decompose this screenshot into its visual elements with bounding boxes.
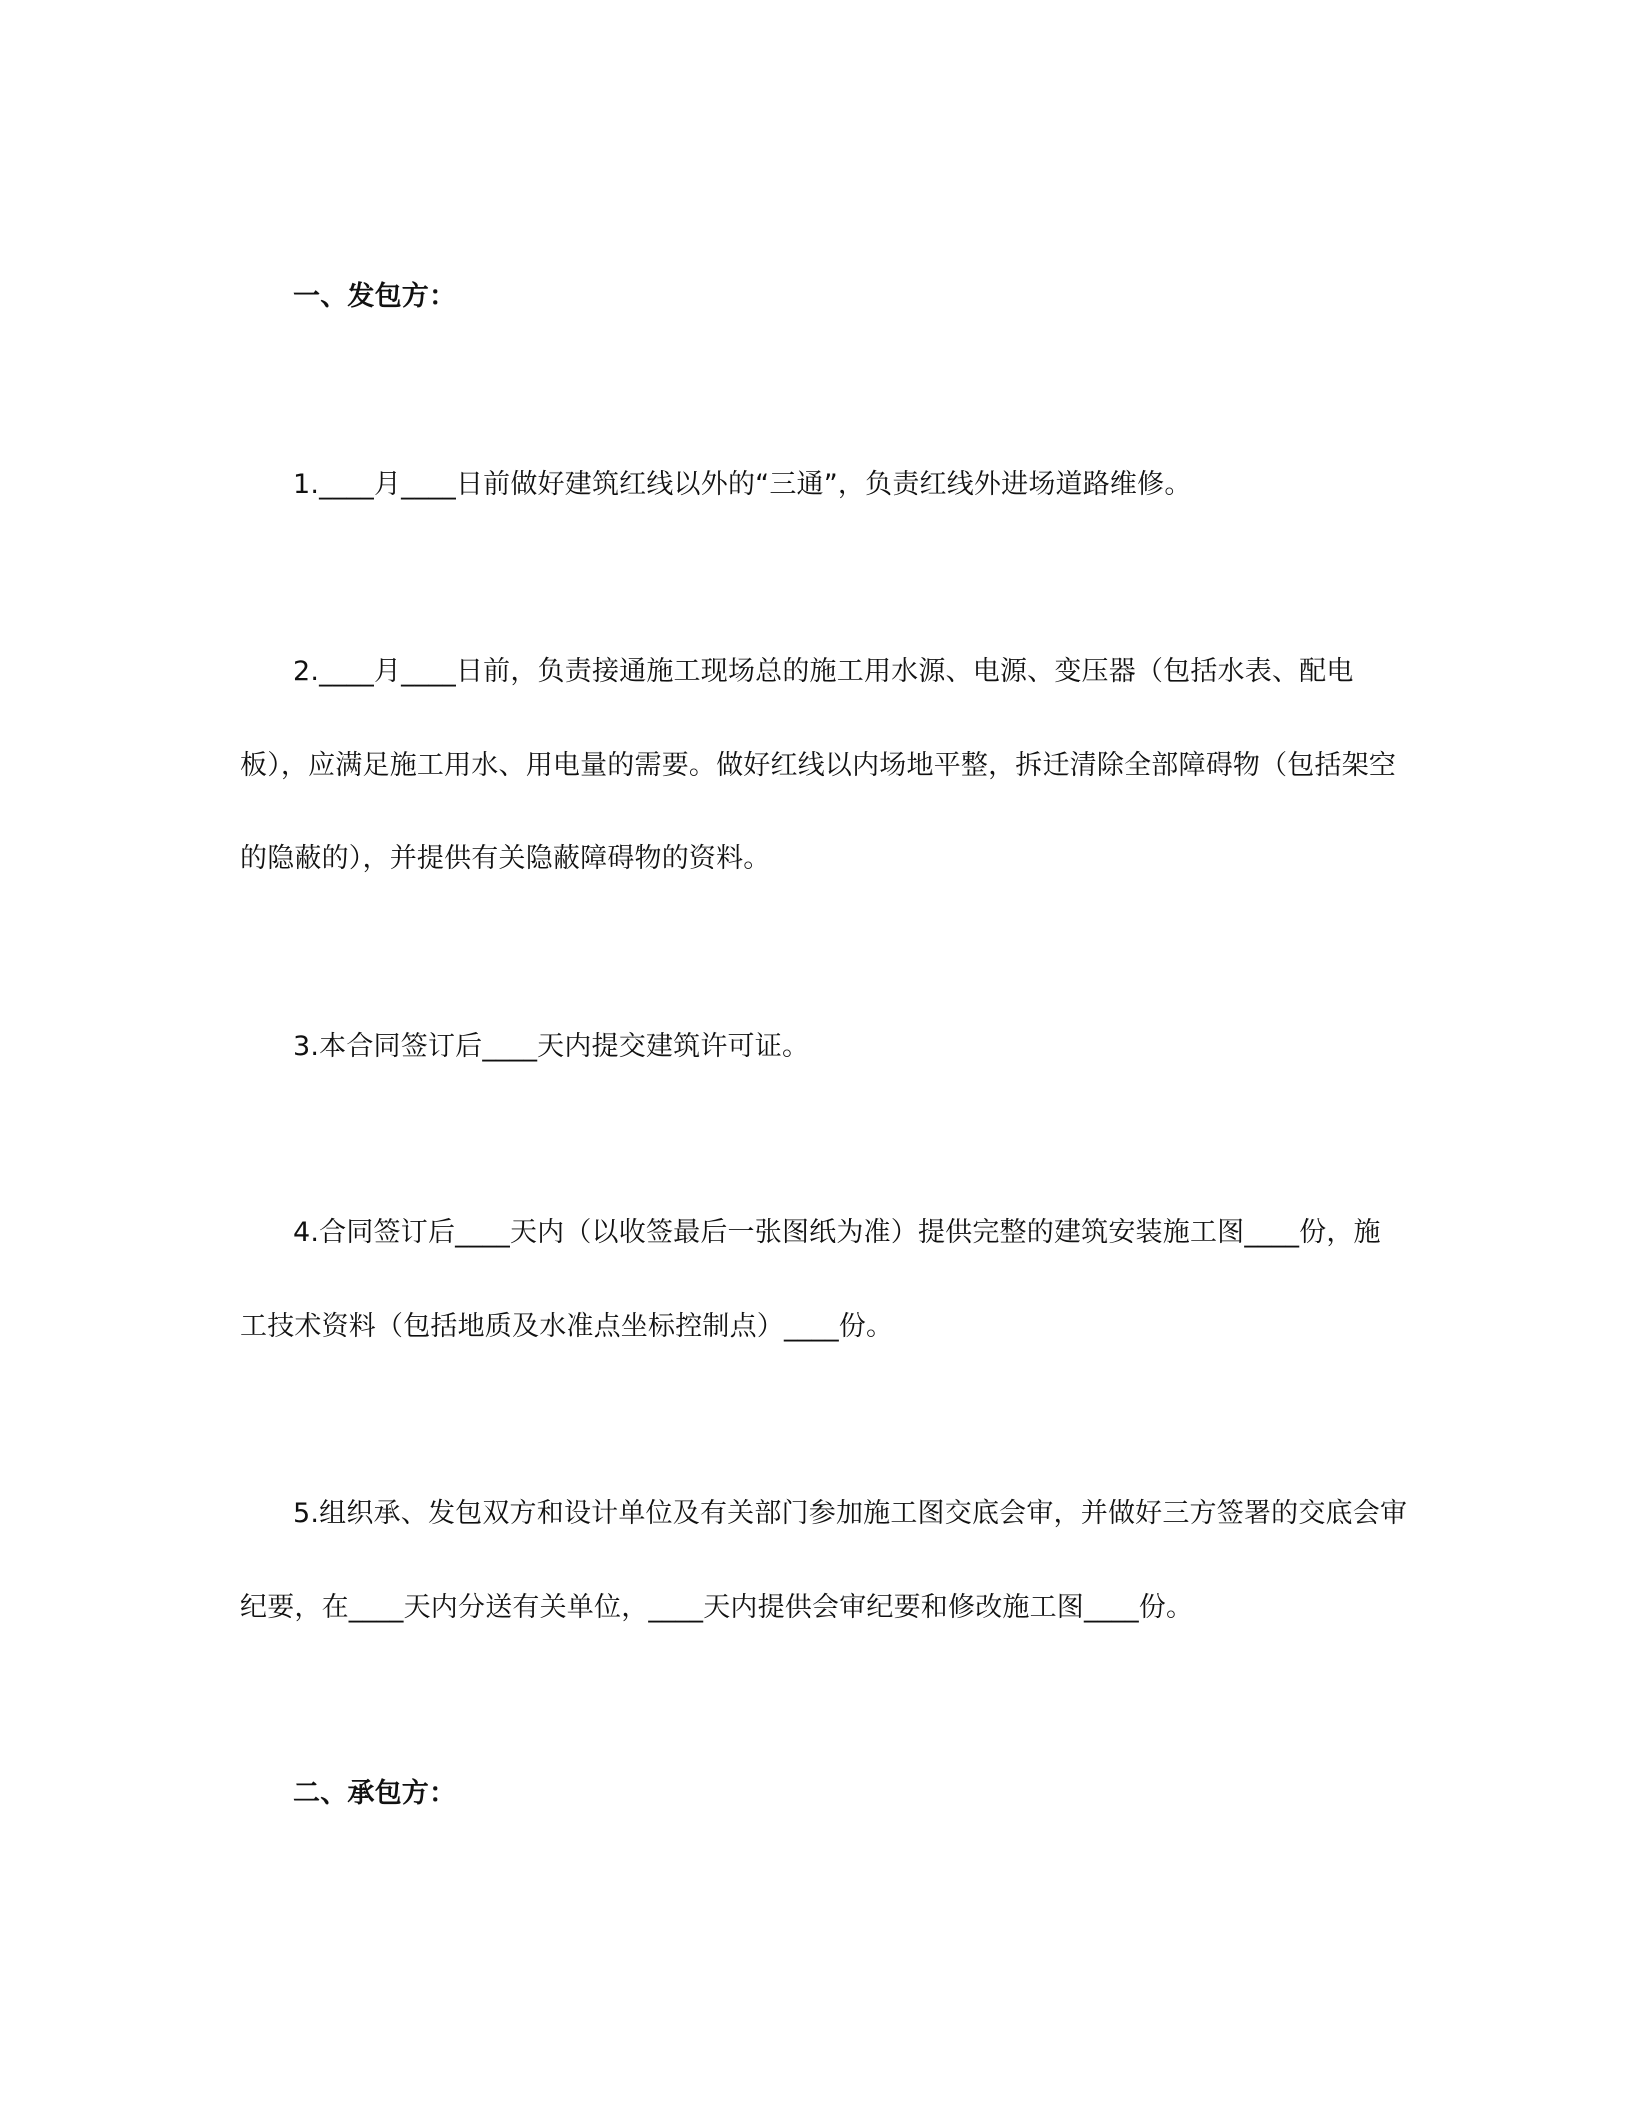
clause-4-line-2: 工技术资料（包括地质及水准点坐标控制点）____份。 <box>240 1311 894 1342</box>
clause-2-line-2: 板），应满足施工用水、用电量的需要。做好红线以内场地平整，拆迁清除全部障碍物（包括架空 <box>240 750 1397 781</box>
section-heading-contractor: 二、承包方： <box>293 1778 457 1809</box>
clause-2-line-3: 的隐蔽的），并提供有关隐蔽障碍物的资料。 <box>240 843 771 874</box>
clause-5-line-2: 纪要，在____天内分送有关单位，____天内提供会审纪要和修改施工图____份。 <box>240 1592 1194 1623</box>
clause-5-line-1: 5.组织承、发包双方和设计单位及有关部门参加施工图交底会审，并做好三方签署的交底会审 <box>293 1498 1408 1529</box>
clause-1: 1.____月____日前做好建筑红线以外的“三通”，负责红线外进场道路维修。 <box>293 469 1192 500</box>
clause-3: 3.本合同签订后____天内提交建筑许可证。 <box>293 1031 810 1062</box>
section-heading-employer: 一、发包方： <box>293 281 457 312</box>
clause-2-line-1: 2.____月____日前，负责接通施工现场总的施工用水源、电源、变压器（包括水表、配电 <box>293 656 1354 687</box>
clause-4-line-1: 4.合同签订后____天内（以收签最后一张图纸为准）提供完整的建筑安装施工图____份，施 <box>293 1217 1381 1248</box>
